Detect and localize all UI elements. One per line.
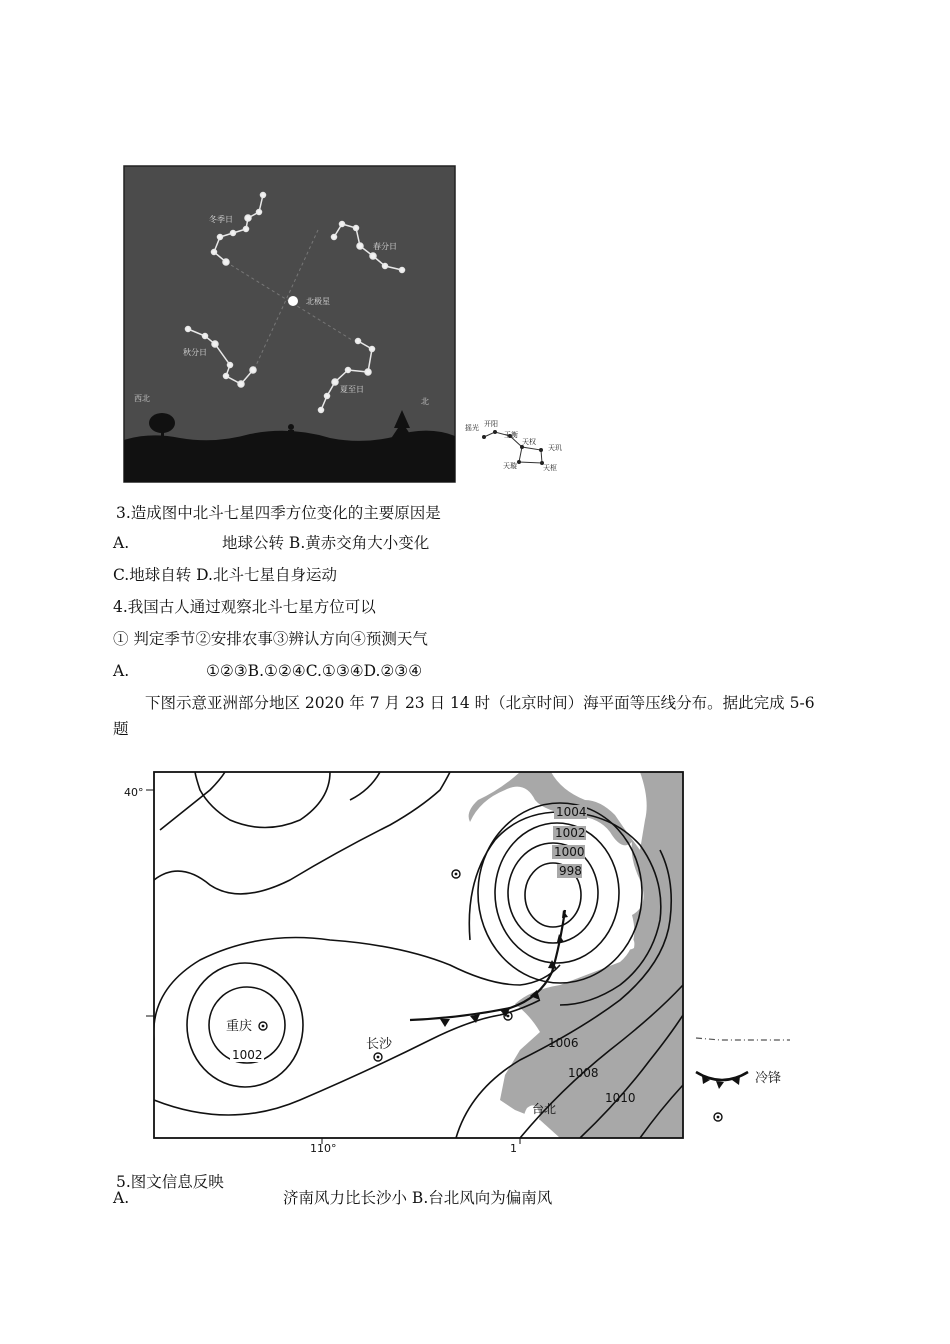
q3-option-ab: 地球公转 B.黄赤交角大小变化 (222, 534, 430, 552)
isobar-label-1008: 1008 (568, 1066, 599, 1080)
q3-option-cd: C.地球自转 D.北斗七星自身运动 (113, 566, 337, 584)
label-winter: 冬季日 (209, 215, 233, 224)
q3-stem: 3.造成图中北斗七星四季方位变化的主要原因是 (116, 504, 441, 522)
star-yuheng: 玉衡 (504, 431, 518, 439)
isobar-label-1000: 1000 (554, 845, 585, 859)
lon-label-120: 1 (510, 1142, 517, 1155)
star-tianshu: 天枢 (543, 464, 557, 472)
polaris-star (288, 296, 298, 306)
big-dipper-figure (0, 0, 950, 500)
dipper-legend (465, 419, 562, 472)
isobar-label-1002-east: 1002 (555, 826, 586, 840)
lat-label-40: 40° (124, 786, 144, 799)
city-taipei (532, 1102, 556, 1116)
q5-option-ab: 济南风力比长沙小 B.台北风向为偏南风 (283, 1189, 553, 1207)
label-west: 西北 (134, 394, 150, 403)
city-label-changsha: 长沙 (366, 1037, 393, 1052)
isobar-map-figure (0, 740, 950, 1160)
star-tianxuan: 天璇 (503, 462, 517, 470)
city-changsha (366, 1036, 393, 1061)
q4-options: ①②③B.①②④C.①③④D.②③④ (206, 662, 423, 680)
isobar-label-998: 998 (559, 864, 582, 878)
legend-cold-front-label: 冷锋 (755, 1071, 782, 1086)
star-tianji: 天玑 (548, 444, 562, 452)
q4-stem: 4.我国古人通过观察北斗七星方位可以 (113, 598, 376, 616)
star-tianquan: 天权 (522, 438, 536, 446)
city-label-chongqing: 重庆 (226, 1019, 253, 1034)
isobar-label-1010: 1010 (605, 1091, 636, 1105)
isobar-label-1006: 1006 (548, 1036, 579, 1050)
intro-5-6: 下图示意亚洲部分地区 2020 年 7 月 23 日 14 时（北京时间）海平面等压线分布。据此完成 5-6 题 (113, 694, 815, 738)
q4-items: ① 判定季节②安排农事③辨认方向④预测天气 (113, 630, 428, 648)
city-chongqing (226, 1018, 267, 1034)
label-polaris: 北极星 (306, 297, 330, 306)
q5-stem: 5.图文信息反映 (116, 1173, 224, 1191)
label-spring: 春分日 (373, 242, 397, 251)
city-label-taipei: 台北 (532, 1102, 557, 1116)
lon-label-110: 110° (310, 1142, 337, 1155)
q4-option-a-label: A. (113, 662, 130, 680)
label-summer: 夏至日 (340, 385, 364, 394)
star-kaiyang: 开阳 (484, 420, 498, 428)
isobar-label-1004: 1004 (556, 805, 587, 819)
q5-option-a-label: A. (113, 1189, 130, 1207)
label-autumn: 秋分日 (183, 348, 207, 357)
star-yaoguang: 摇光 (465, 424, 479, 432)
label-north: 北 (421, 397, 429, 406)
city-jinan (452, 870, 460, 878)
map-legend (696, 1038, 790, 1121)
isobar-label-1002-west: 1002 (232, 1048, 263, 1062)
q3-option-a-label: A. (113, 534, 130, 552)
legend-boundary-line (696, 1038, 790, 1040)
